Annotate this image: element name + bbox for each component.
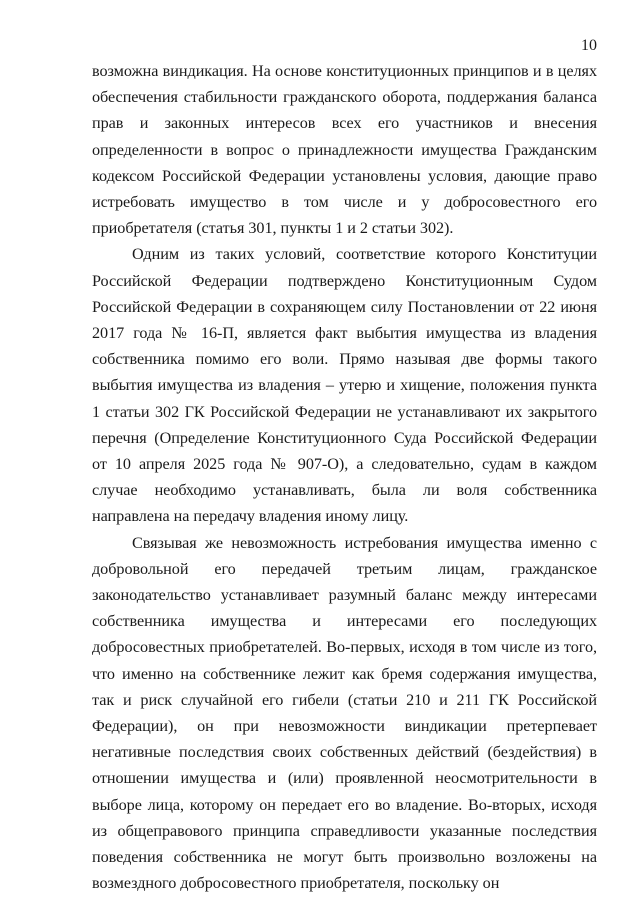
page-number: 10 <box>581 37 597 54</box>
paragraph-continuation: возможна виндикация. На основе конституционных принципов и в целях обеспечения стабильности гражданского оборота, поддержания баланса прав и законных интересов всех его участников и внесения определенности в вопрос о принадлежности имущества Гражданским кодексом Российской Федерации установлены условия, дающие право истребовать имущество в том числе и у добросовестного его приобретателя (статья 301, пункты 1 и 2 статьи 302). <box>92 62 597 238</box>
paragraph-balance: Связывая же невозможность истребования имущества именно с добровольной его передачей третьим лицам, гражданское законодательство устанавливает разумный баланс между интересами собственника имущества и интересами его последующих добросовестных приобретателей. Во-первых, исходя в том числе из того, что именно на собственнике лежит как бремя содержания имущества, так и риск случайной его гибели (статьи 210 и 211 ГК Российской Федерации), он при невозможности виндикации претерпевает негативные последствия своих собственных действий (бездействия) в отношении имущества и (или) проявленной неосмотрительности в выборе лица, которому он передает его во владение. Во-вторых, исходя из общеправового принципа справедливости указанные последствия поведения собственника не могут быть произвольно возложены на возмездного добросовестного приобретателя, поскольку он <box>92 533 597 893</box>
paragraph-conditions: Одним из таких условий, соответствие которого Конституции Российской Федерации подтверждено Конституционным Судом Российской Федерации в сохраняющем силу Постановлении от 22 июня 2017 года № 16-П, является факт выбытия имущества из владения собственника помимо его воли. Прямо называя две формы такого выбытия имущества из владения – утерю и хищение, положения пункта 1 статьи 302 ГК Российской Федерации не устанавливают их закрытого перечня (Определение Конституционного Суда Российской Федерации от 10 апреля 2025 года № 907-О), а следовательно, судам в каждом случае необходимо устанавливать, была ли воля собственника направлена на передачу владения иному лицу. <box>92 245 597 526</box>
document-body <box>92 58 597 897</box>
